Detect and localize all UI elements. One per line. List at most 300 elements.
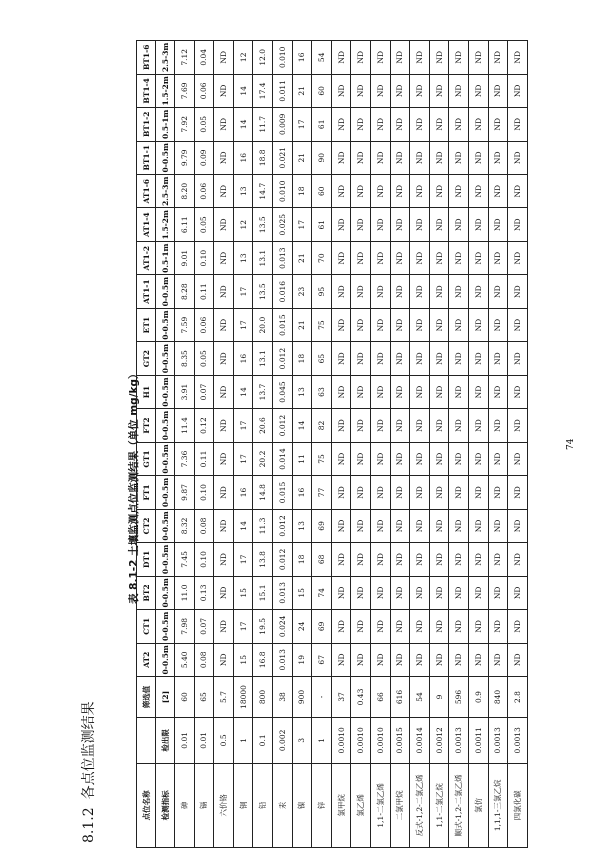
value-cell: ND <box>488 308 508 341</box>
value-cell: ND <box>331 543 351 576</box>
value-cell: 0.12 <box>194 409 214 442</box>
header-cell: 0.5-1m <box>156 108 175 141</box>
value-cell: 69 <box>312 509 332 542</box>
value-cell: ND <box>370 509 390 542</box>
header-cell: BT1-1 <box>137 141 156 174</box>
value-cell: ND <box>488 175 508 208</box>
value-cell: 24 <box>292 610 312 643</box>
value-cell: 0.5 <box>214 717 234 763</box>
header-cell: BT1-2 <box>137 108 156 141</box>
header-cell: 0-0.5m <box>156 442 175 475</box>
table-row <box>292 41 312 848</box>
header-cell: 0-0.5m <box>156 275 175 308</box>
value-cell: ND <box>508 375 528 408</box>
value-cell: 16.8 <box>253 643 273 676</box>
value-cell: 20.0 <box>253 308 273 341</box>
value-cell: 14 <box>233 108 253 141</box>
value-cell: 0.0012 <box>429 717 449 763</box>
value-cell: 17 <box>292 108 312 141</box>
value-cell: 77 <box>312 476 332 509</box>
value-cell: ND <box>370 275 390 308</box>
value-cell: ND <box>370 610 390 643</box>
value-cell: 0.0011 <box>468 717 488 763</box>
value-cell: ND <box>429 509 449 542</box>
indicator-cell: 反式-1,2-二氯乙烯 <box>410 763 430 847</box>
table-header <box>137 41 175 848</box>
value-cell: ND <box>429 476 449 509</box>
value-cell: 17 <box>233 543 253 576</box>
results-table-container <box>136 40 528 848</box>
value-cell: 7.98 <box>175 610 195 643</box>
value-cell: ND <box>331 208 351 241</box>
value-cell: ND <box>390 241 410 274</box>
value-cell: ND <box>468 308 488 341</box>
value-cell: ND <box>351 74 371 107</box>
value-cell: 19 <box>292 643 312 676</box>
value-cell: 15 <box>233 643 253 676</box>
value-cell: ND <box>429 275 449 308</box>
value-cell: 18.8 <box>253 141 273 174</box>
value-cell: 0.012 <box>272 543 292 576</box>
table-row <box>449 41 469 848</box>
value-cell: ND <box>468 175 488 208</box>
value-cell: 0.013 <box>272 241 292 274</box>
value-cell: ND <box>508 543 528 576</box>
value-cell: ND <box>331 476 351 509</box>
value-cell: 3 <box>292 717 312 763</box>
value-cell: 8.28 <box>175 275 195 308</box>
value-cell: 13.5 <box>253 275 273 308</box>
value-cell: ND <box>410 342 430 375</box>
value-cell: 0.013 <box>272 643 292 676</box>
table-row <box>508 41 528 848</box>
value-cell: ND <box>331 576 351 609</box>
value-cell: 0.08 <box>194 643 214 676</box>
value-cell: ND <box>390 342 410 375</box>
value-cell: 0.0014 <box>410 717 430 763</box>
table-row <box>410 41 430 848</box>
header-cell: GT1 <box>137 442 156 475</box>
value-cell: ND <box>390 543 410 576</box>
value-cell: 0.9 <box>468 677 488 718</box>
value-cell: 82 <box>312 409 332 442</box>
value-cell: ND <box>214 41 234 75</box>
value-cell: ND <box>508 409 528 442</box>
value-cell: ND <box>488 342 508 375</box>
value-cell: ND <box>370 141 390 174</box>
value-cell: ND <box>410 208 430 241</box>
value-cell: ND <box>449 241 469 274</box>
value-cell: 13.7 <box>253 375 273 408</box>
value-cell: ND <box>449 476 469 509</box>
value-cell: ND <box>449 342 469 375</box>
value-cell: ND <box>351 308 371 341</box>
value-cell: ND <box>410 175 430 208</box>
header-cell: 0-0.5m <box>156 375 175 408</box>
value-cell: ND <box>410 74 430 107</box>
header-cell: 1.5-2m <box>156 74 175 107</box>
value-cell: ND <box>331 141 351 174</box>
value-cell: ND <box>390 375 410 408</box>
header-cell: 1.5-2m <box>156 208 175 241</box>
value-cell: ND <box>488 643 508 676</box>
value-cell: ND <box>214 308 234 341</box>
value-cell: ND <box>390 74 410 107</box>
value-cell: ND <box>351 141 371 174</box>
value-cell: ND <box>508 576 528 609</box>
value-cell: 90 <box>312 141 332 174</box>
value-cell: ND <box>449 576 469 609</box>
value-cell: 7.12 <box>175 41 195 75</box>
value-cell: ND <box>508 308 528 341</box>
header-cell: ET1 <box>137 308 156 341</box>
value-cell: ND <box>468 409 488 442</box>
value-cell: 14 <box>233 74 253 107</box>
value-cell: 11.7 <box>253 108 273 141</box>
value-cell: 17 <box>233 442 253 475</box>
value-cell: ND <box>429 610 449 643</box>
value-cell: 0.10 <box>194 543 214 576</box>
value-cell: ND <box>449 509 469 542</box>
value-cell: ND <box>468 342 488 375</box>
table-row <box>488 41 508 848</box>
value-cell: 17 <box>233 610 253 643</box>
value-cell: 14.8 <box>253 476 273 509</box>
value-cell: ND <box>410 643 430 676</box>
value-cell: 17 <box>233 308 253 341</box>
value-cell: ND <box>390 208 410 241</box>
value-cell: ND <box>370 108 390 141</box>
value-cell: ND <box>508 476 528 509</box>
value-cell: 21 <box>292 74 312 107</box>
value-cell: 8.35 <box>175 342 195 375</box>
value-cell: ND <box>410 409 430 442</box>
table-row <box>390 41 410 848</box>
value-cell: ND <box>410 610 430 643</box>
value-cell: ND <box>468 476 488 509</box>
value-cell: 0.021 <box>272 141 292 174</box>
value-cell: ND <box>370 175 390 208</box>
value-cell: 5.40 <box>175 643 195 676</box>
value-cell: 60 <box>312 74 332 107</box>
value-cell: ND <box>429 342 449 375</box>
value-cell: ND <box>410 41 430 75</box>
value-cell: ND <box>449 108 469 141</box>
value-cell: ND <box>410 576 430 609</box>
value-cell: ND <box>331 275 351 308</box>
value-cell: 16 <box>233 141 253 174</box>
indicator-cell: 汞 <box>272 763 292 847</box>
header-cell: 0-0.5m <box>156 409 175 442</box>
value-cell: 7.59 <box>175 308 195 341</box>
value-cell: 18 <box>292 342 312 375</box>
value-cell: ND <box>214 610 234 643</box>
value-cell: 20.6 <box>253 409 273 442</box>
value-cell: 13.8 <box>253 543 273 576</box>
value-cell: 61 <box>312 108 332 141</box>
value-cell: ND <box>214 241 234 274</box>
value-cell: ND <box>351 576 371 609</box>
value-cell: ND <box>488 409 508 442</box>
value-cell: ND <box>390 442 410 475</box>
value-cell: ND <box>429 409 449 442</box>
value-cell: 0.014 <box>272 442 292 475</box>
header-cell: 0-0.5m <box>156 509 175 542</box>
value-cell: 67 <box>312 643 332 676</box>
value-cell: ND <box>429 643 449 676</box>
value-cell: 15 <box>292 576 312 609</box>
value-cell: ND <box>214 442 234 475</box>
value-cell: 9 <box>429 677 449 718</box>
value-cell: 14 <box>233 509 253 542</box>
value-cell: ND <box>410 108 430 141</box>
value-cell: ND <box>351 208 371 241</box>
header-cell: CT2 <box>137 509 156 542</box>
header-cell: BT2 <box>137 576 156 609</box>
table-row <box>331 41 351 848</box>
value-cell: 596 <box>449 677 469 718</box>
value-cell: 37 <box>331 677 351 718</box>
indicator-cell: 二氯甲烷 <box>390 763 410 847</box>
value-cell: ND <box>488 543 508 576</box>
value-cell: 840 <box>488 677 508 718</box>
indicator-cell: 锌 <box>312 763 332 847</box>
value-cell: ND <box>351 108 371 141</box>
value-cell: 0.0013 <box>488 717 508 763</box>
value-cell: ND <box>351 342 371 375</box>
header-cell: 检测指标 <box>156 763 175 847</box>
value-cell: ND <box>390 108 410 141</box>
value-cell: 21 <box>292 141 312 174</box>
value-cell: ND <box>488 275 508 308</box>
indicator-cell: 四氯化碳 <box>508 763 528 847</box>
table-row <box>233 41 253 848</box>
header-cell: FT1 <box>137 476 156 509</box>
value-cell: ND <box>468 108 488 141</box>
value-cell: 0.045 <box>272 375 292 408</box>
value-cell: ND <box>390 409 410 442</box>
value-cell: 0.0013 <box>508 717 528 763</box>
value-cell: 0.016 <box>272 275 292 308</box>
value-cell: 8.20 <box>175 175 195 208</box>
value-cell: 16 <box>233 476 253 509</box>
value-cell: 13 <box>233 175 253 208</box>
value-cell: ND <box>429 208 449 241</box>
header-cell: DT1 <box>137 543 156 576</box>
value-cell: ND <box>488 576 508 609</box>
value-cell: ND <box>370 342 390 375</box>
value-cell: ND <box>331 509 351 542</box>
value-cell: ND <box>390 643 410 676</box>
value-cell: ND <box>214 175 234 208</box>
value-cell: ND <box>331 375 351 408</box>
value-cell: 70 <box>312 241 332 274</box>
value-cell: ND <box>449 610 469 643</box>
table-row <box>175 41 195 848</box>
value-cell: 2.8 <box>508 677 528 718</box>
value-cell: ND <box>410 476 430 509</box>
value-cell: ND <box>331 409 351 442</box>
value-cell: 0.015 <box>272 476 292 509</box>
value-cell: ND <box>449 643 469 676</box>
header-cell: 2.5-3m <box>156 175 175 208</box>
value-cell: ND <box>370 208 390 241</box>
value-cell: 9.79 <box>175 141 195 174</box>
value-cell: 0.04 <box>194 41 214 75</box>
value-cell: ND <box>508 241 528 274</box>
value-cell: ND <box>468 610 488 643</box>
value-cell: ND <box>351 476 371 509</box>
value-cell: ND <box>449 208 469 241</box>
value-cell: ND <box>214 543 234 576</box>
indicator-cell: 镉 <box>194 763 214 847</box>
header-cell: 0-0.5m <box>156 543 175 576</box>
value-cell: 0.06 <box>194 175 214 208</box>
value-cell: ND <box>214 141 234 174</box>
value-cell: ND <box>370 576 390 609</box>
value-cell: ND <box>351 442 371 475</box>
value-cell: ND <box>508 342 528 375</box>
header-cell: AT1-1 <box>137 275 156 308</box>
value-cell: ND <box>370 409 390 442</box>
header-cell: 筛选值 <box>137 677 156 718</box>
value-cell: ND <box>429 576 449 609</box>
value-cell: 0.05 <box>194 208 214 241</box>
value-cell: ND <box>508 442 528 475</box>
value-cell: ND <box>449 442 469 475</box>
value-cell: ND <box>351 409 371 442</box>
value-cell: 54 <box>312 41 332 75</box>
table-row <box>312 41 332 848</box>
value-cell: 0.0013 <box>449 717 469 763</box>
value-cell: ND <box>468 241 488 274</box>
header-row <box>137 41 156 848</box>
value-cell: 13 <box>292 375 312 408</box>
value-cell: ND <box>351 509 371 542</box>
value-cell: ND <box>214 476 234 509</box>
value-cell: 1 <box>233 717 253 763</box>
value-cell: ND <box>351 275 371 308</box>
value-cell: 900 <box>292 677 312 718</box>
value-cell: 11 <box>292 442 312 475</box>
value-cell: 0.10 <box>194 476 214 509</box>
value-cell: 65 <box>194 677 214 718</box>
value-cell: ND <box>370 476 390 509</box>
value-cell: 17 <box>233 275 253 308</box>
value-cell: 16 <box>292 41 312 75</box>
page-number: 74 <box>566 438 576 450</box>
header-cell: 0-0.5m <box>156 342 175 375</box>
value-cell: ND <box>331 74 351 107</box>
value-cell: 18 <box>292 175 312 208</box>
value-cell: ND <box>429 74 449 107</box>
value-cell: ND <box>370 308 390 341</box>
value-cell: ND <box>410 543 430 576</box>
table-row <box>194 41 214 848</box>
value-cell: 3.91 <box>175 375 195 408</box>
value-cell: ND <box>449 175 469 208</box>
value-cell: ND <box>351 241 371 274</box>
value-cell: 95 <box>312 275 332 308</box>
table-row <box>351 41 371 848</box>
value-cell: ND <box>214 375 234 408</box>
value-cell: ND <box>370 241 390 274</box>
value-cell: ND <box>410 141 430 174</box>
value-cell: 66 <box>370 677 390 718</box>
value-cell: ND <box>449 41 469 75</box>
table-caption: 表 8.1-2 土壤监测点位监测结果（单位 mg/kg） <box>128 368 140 604</box>
value-cell: ND <box>508 175 528 208</box>
header-cell: BT1-4 <box>137 74 156 107</box>
value-cell: 9.87 <box>175 476 195 509</box>
value-cell: ND <box>468 509 488 542</box>
value-cell: ND <box>390 41 410 75</box>
value-cell: 54 <box>410 677 430 718</box>
value-cell: ND <box>351 610 371 643</box>
value-cell: 23 <box>292 275 312 308</box>
value-cell: 0.012 <box>272 342 292 375</box>
value-cell: ND <box>429 175 449 208</box>
value-cell: 0.10 <box>194 241 214 274</box>
header-cell: 2.5-3m <box>156 41 175 75</box>
header-cell: AT1-2 <box>137 241 156 274</box>
value-cell: 0.08 <box>194 509 214 542</box>
value-cell: 7.36 <box>175 442 195 475</box>
value-cell: 0.01 <box>194 717 214 763</box>
section-title: 各点位监测结果 <box>81 701 97 800</box>
value-cell: ND <box>214 108 234 141</box>
value-cell: ND <box>488 208 508 241</box>
value-cell: 9.01 <box>175 241 195 274</box>
value-cell: ND <box>410 509 430 542</box>
value-cell: 18 <box>292 543 312 576</box>
value-cell: 7.69 <box>175 74 195 107</box>
value-cell: ND <box>370 74 390 107</box>
value-cell: ND <box>390 175 410 208</box>
value-cell: ND <box>429 543 449 576</box>
value-cell: 0.009 <box>272 108 292 141</box>
value-cell: ND <box>449 308 469 341</box>
value-cell: 0.002 <box>272 717 292 763</box>
value-cell: 21 <box>292 241 312 274</box>
value-cell: 0.07 <box>194 610 214 643</box>
value-cell: 1 <box>312 717 332 763</box>
value-cell: ND <box>390 275 410 308</box>
value-cell: 16 <box>292 476 312 509</box>
header-cell <box>137 717 156 763</box>
value-cell: 63 <box>312 375 332 408</box>
value-cell: 0.06 <box>194 308 214 341</box>
value-cell: ND <box>214 74 234 107</box>
indicator-cell: 1,1-二氯乙烯 <box>370 763 390 847</box>
value-cell: ND <box>214 208 234 241</box>
value-cell: 0.13 <box>194 576 214 609</box>
value-cell: 6.11 <box>175 208 195 241</box>
value-cell: ND <box>488 509 508 542</box>
value-cell: 12 <box>233 208 253 241</box>
indicator-cell: 1,1,1-三氯乙烷 <box>488 763 508 847</box>
header-cell: CT1 <box>137 610 156 643</box>
value-cell: ND <box>488 74 508 107</box>
value-cell: 11.0 <box>175 576 195 609</box>
header-cell: 0-0.5m <box>156 308 175 341</box>
value-cell: 0.06 <box>194 74 214 107</box>
indicator-cell: 1,1-二氯乙烷 <box>429 763 449 847</box>
table-body <box>175 41 528 848</box>
header-cell: 0-0.5m <box>156 610 175 643</box>
table-row <box>272 41 292 848</box>
value-cell: ND <box>429 308 449 341</box>
